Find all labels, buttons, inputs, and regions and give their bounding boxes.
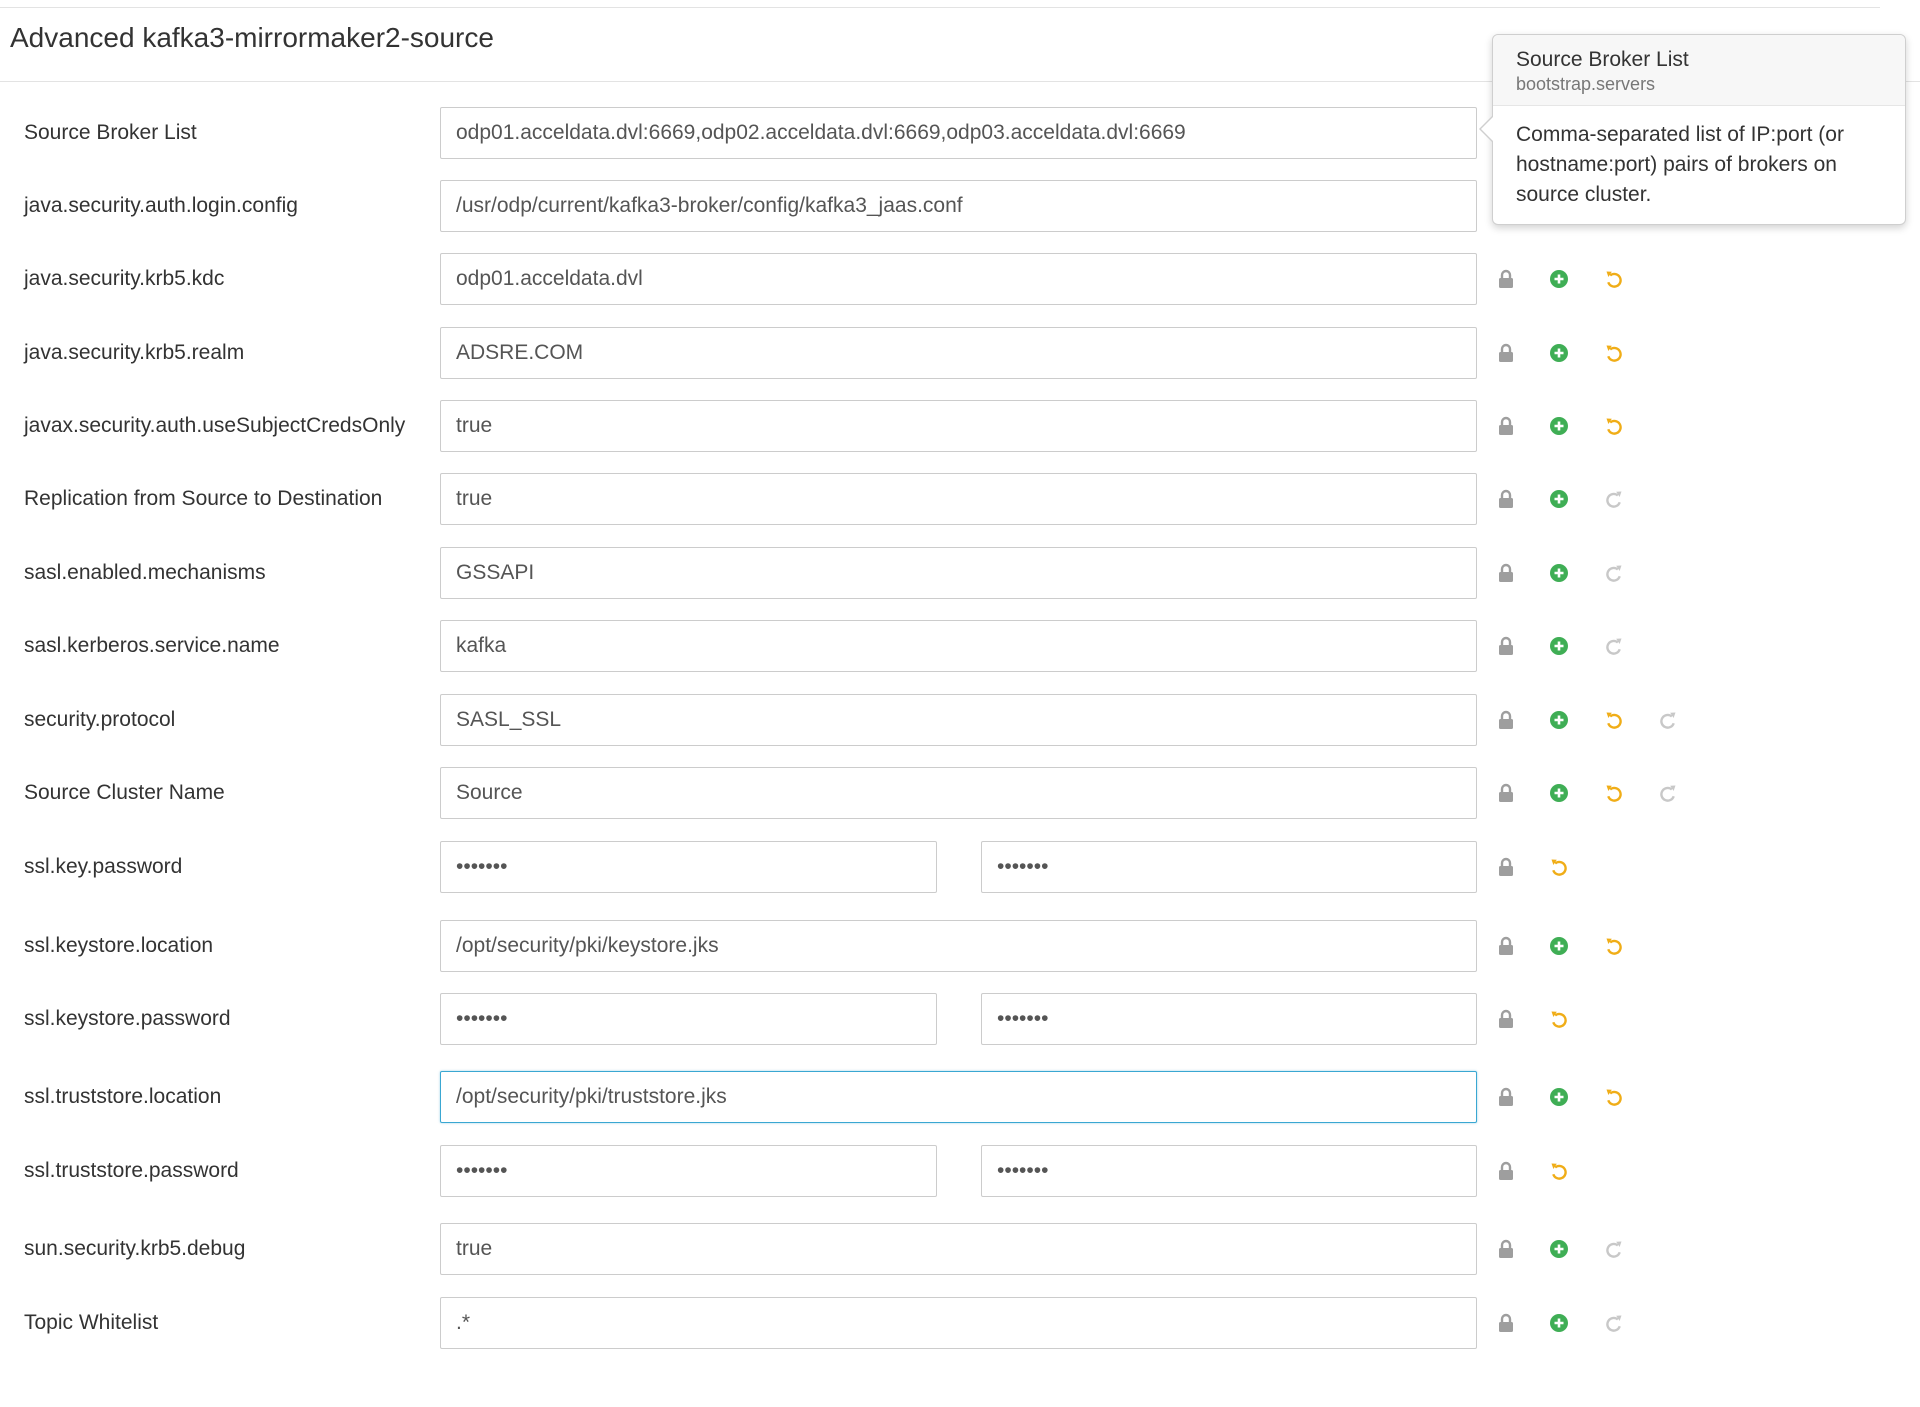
password-input[interactable]: [440, 841, 937, 893]
undo-icon[interactable]: [1602, 934, 1626, 958]
property-row-java-security-krb5-kdc: [0, 253, 1920, 305]
undo-icon[interactable]: [1602, 781, 1626, 805]
refresh-icon[interactable]: [1656, 781, 1680, 805]
lock-icon[interactable]: [1494, 561, 1518, 585]
password-confirm-input[interactable]: [981, 1145, 1477, 1197]
property-value-input[interactable]: [440, 180, 1477, 232]
property-label: sasl.kerberos.service.name: [24, 634, 280, 657]
property-value-input[interactable]: [440, 767, 1477, 819]
tooltip-title: Source Broker List: [1516, 48, 1689, 71]
lock-icon[interactable]: [1494, 934, 1518, 958]
undo-icon[interactable]: [1547, 1007, 1571, 1031]
property-row-security-protocol: [0, 694, 1920, 746]
undo-icon[interactable]: [1547, 1159, 1571, 1183]
add-override-icon[interactable]: [1547, 934, 1571, 958]
property-value-input[interactable]: [440, 1071, 1477, 1123]
add-override-icon[interactable]: [1547, 1237, 1571, 1261]
lock-icon[interactable]: [1494, 708, 1518, 732]
undo-icon[interactable]: [1602, 267, 1626, 291]
refresh-icon[interactable]: [1602, 1311, 1626, 1335]
property-row-sasl-enabled-mechanisms: [0, 547, 1920, 599]
add-override-icon[interactable]: [1547, 781, 1571, 805]
undo-icon[interactable]: [1602, 414, 1626, 438]
property-label: ssl.truststore.location: [24, 1085, 222, 1108]
property-tooltip: [1492, 34, 1906, 225]
property-label: Replication from Source to Destination: [24, 487, 383, 510]
password-confirm-input[interactable]: [981, 993, 1477, 1045]
refresh-icon[interactable]: [1602, 561, 1626, 585]
refresh-icon[interactable]: [1602, 487, 1626, 511]
property-label: ssl.keystore.password: [24, 1007, 231, 1030]
property-value-input[interactable]: [440, 327, 1477, 379]
property-label: java.security.krb5.realm: [24, 341, 245, 364]
tooltip-description: Comma-separated list of IP:port (or hostname:port) pairs of brokers on source cluster.: [1516, 123, 1844, 206]
property-row-sun-security-krb5-debug: [0, 1223, 1920, 1275]
tooltip-subtitle: bootstrap.servers: [1516, 74, 1656, 94]
add-override-icon[interactable]: [1547, 708, 1571, 732]
tooltip-header: [1493, 35, 1905, 106]
undo-icon[interactable]: [1547, 855, 1571, 879]
property-row-sasl-kerberos-service-name: [0, 620, 1920, 672]
property-label: Source Broker List: [24, 121, 197, 144]
lock-icon[interactable]: [1494, 1085, 1518, 1109]
undo-icon[interactable]: [1602, 341, 1626, 365]
panel-title: Advanced kafka3-mirrormaker2-source: [10, 22, 494, 53]
add-override-icon[interactable]: [1547, 487, 1571, 511]
add-override-icon[interactable]: [1547, 341, 1571, 365]
lock-icon[interactable]: [1494, 855, 1518, 879]
property-row-javax-security-auth-usesubjectcredsonly: [0, 400, 1920, 452]
lock-icon[interactable]: [1494, 414, 1518, 438]
lock-icon[interactable]: [1494, 781, 1518, 805]
property-row-ssl-truststore-password: [0, 1145, 1920, 1197]
add-override-icon[interactable]: [1547, 267, 1571, 291]
refresh-icon[interactable]: [1602, 634, 1626, 658]
lock-icon[interactable]: [1494, 634, 1518, 658]
password-input[interactable]: [440, 993, 937, 1045]
add-override-icon[interactable]: [1547, 634, 1571, 658]
lock-icon[interactable]: [1494, 1311, 1518, 1335]
lock-icon[interactable]: [1494, 1159, 1518, 1183]
property-label: javax.security.auth.useSubjectCredsOnly: [24, 414, 406, 437]
property-label: ssl.key.password: [24, 855, 183, 878]
property-value-input[interactable]: [440, 107, 1477, 159]
property-label: ssl.truststore.password: [24, 1159, 239, 1182]
property-label: sasl.enabled.mechanisms: [24, 561, 266, 584]
undo-icon[interactable]: [1602, 1085, 1626, 1109]
refresh-icon[interactable]: [1656, 708, 1680, 732]
property-row-ssl-keystore-location: [0, 920, 1920, 972]
property-value-input[interactable]: [440, 1297, 1477, 1349]
property-row-source-cluster-name: [0, 767, 1920, 819]
refresh-icon[interactable]: [1602, 1237, 1626, 1261]
property-row-ssl-key-password: [0, 841, 1920, 893]
property-value-input[interactable]: [440, 547, 1477, 599]
lock-icon[interactable]: [1494, 267, 1518, 291]
property-label: sun.security.krb5.debug: [24, 1237, 246, 1260]
property-label: java.security.krb5.kdc: [24, 267, 225, 290]
property-value-input[interactable]: [440, 620, 1477, 672]
property-value-input[interactable]: [440, 1223, 1477, 1275]
property-label: security.protocol: [24, 708, 176, 731]
add-override-icon[interactable]: [1547, 1311, 1571, 1335]
lock-icon[interactable]: [1494, 487, 1518, 511]
add-override-icon[interactable]: [1547, 561, 1571, 585]
property-label: java.security.auth.login.config: [24, 194, 298, 217]
property-label: ssl.keystore.location: [24, 934, 214, 957]
undo-icon[interactable]: [1602, 708, 1626, 732]
property-value-input[interactable]: [440, 400, 1477, 452]
property-row-ssl-keystore-password: [0, 993, 1920, 1045]
tooltip-arrow-fill: [1481, 116, 1494, 142]
property-row-topic-whitelist: [0, 1297, 1920, 1349]
property-value-input[interactable]: [440, 253, 1477, 305]
property-label: Source Cluster Name: [24, 781, 225, 804]
lock-icon[interactable]: [1494, 1007, 1518, 1031]
property-row-ssl-truststore-location: [0, 1071, 1920, 1123]
property-row-java-security-krb5-realm: [0, 327, 1920, 379]
lock-icon[interactable]: [1494, 341, 1518, 365]
add-override-icon[interactable]: [1547, 414, 1571, 438]
password-confirm-input[interactable]: [981, 841, 1477, 893]
property-value-input[interactable]: [440, 694, 1477, 746]
lock-icon[interactable]: [1494, 1237, 1518, 1261]
property-value-input[interactable]: [440, 473, 1477, 525]
property-label: Topic Whitelist: [24, 1311, 159, 1334]
property-row-replication-from-source-to-destination: [0, 473, 1920, 525]
add-override-icon[interactable]: [1547, 1085, 1571, 1109]
property-value-input[interactable]: [440, 920, 1477, 972]
password-input[interactable]: [440, 1145, 937, 1197]
